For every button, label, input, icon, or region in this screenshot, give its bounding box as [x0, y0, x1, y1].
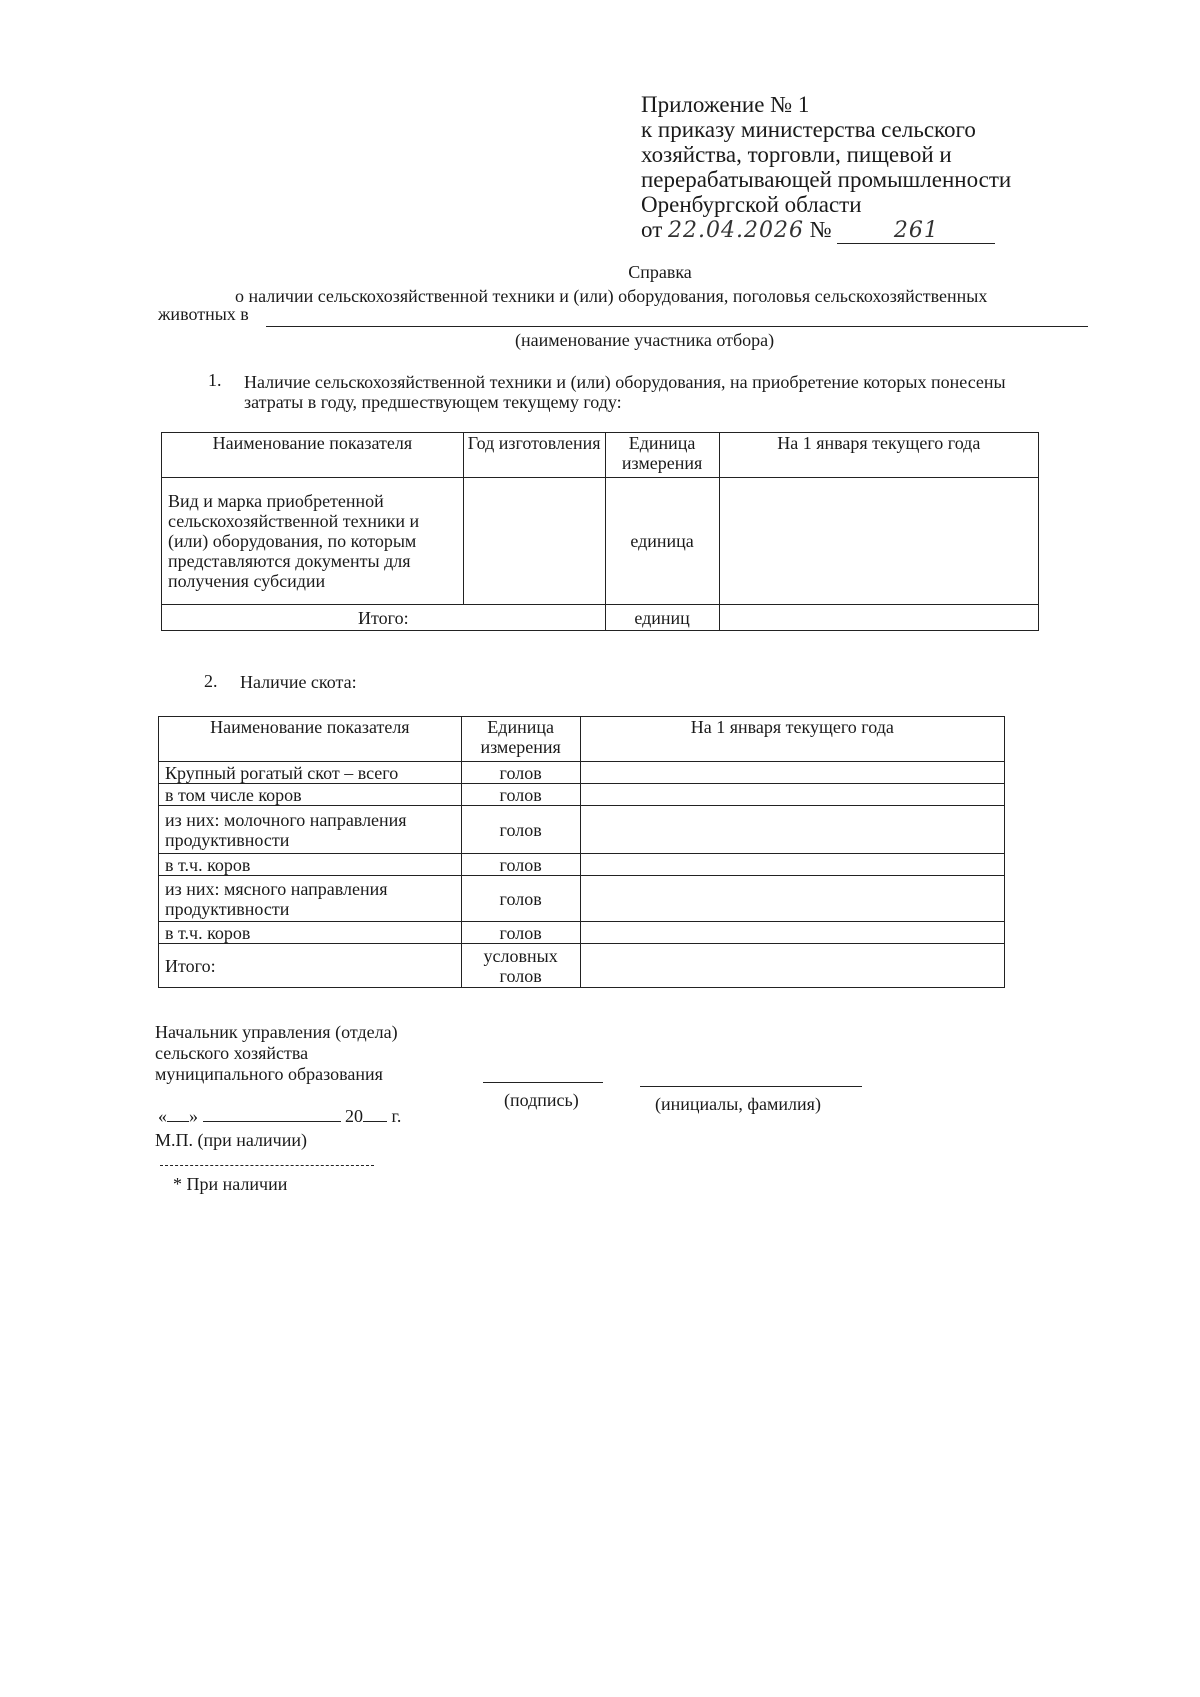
date-month-field[interactable] — [203, 1121, 341, 1122]
document-title: Справка — [628, 262, 692, 282]
col-header-unit: Единица измерения — [461, 717, 580, 762]
signature-field[interactable] — [483, 1082, 603, 1083]
col-header-unit: Единица измерения — [605, 433, 719, 478]
appendix-ministry-line: хозяйства, торговли, пищевой и — [641, 142, 952, 167]
livestock-total-value-cell[interactable] — [580, 944, 1004, 988]
year-suffix: г. — [391, 1106, 402, 1126]
livestock-row-unit: голов — [461, 762, 580, 784]
footnote: * При наличии — [173, 1174, 288, 1194]
table-row — [159, 784, 1005, 806]
livestock-row-name: Крупный рогатый скот – всего — [159, 762, 462, 784]
livestock-value-cell[interactable] — [580, 922, 1004, 944]
appendix-title: Приложение № 1 — [641, 92, 810, 117]
table-header-row — [159, 717, 1005, 762]
section1-number: 1. — [208, 370, 222, 390]
year-prefix: 20 — [345, 1106, 363, 1126]
date-close-quote: » — [189, 1106, 198, 1126]
table-row — [159, 922, 1005, 944]
col-header-jan1: На 1 января текущего года — [580, 717, 1004, 762]
order-number-field — [837, 217, 995, 244]
position-line-3: муниципального образования — [155, 1064, 383, 1084]
livestock-row-name: в том числе коров — [159, 784, 462, 806]
livestock-value-cell[interactable] — [580, 762, 1004, 784]
signature-caption: (подпись) — [504, 1090, 579, 1110]
machinery-unit: единица — [605, 478, 719, 605]
livestock-row-unit: голов — [461, 876, 580, 922]
date-day-field[interactable] — [167, 1121, 189, 1122]
from-prefix: от — [641, 217, 663, 242]
col-header-indicator: Наименование показателя — [159, 717, 462, 762]
title-line-2: животных в — [158, 304, 249, 324]
table-row — [159, 876, 1005, 922]
table-total-row — [159, 944, 1005, 988]
machinery-value-cell[interactable] — [719, 478, 1038, 605]
machinery-year-cell[interactable] — [463, 478, 605, 605]
table-row — [162, 478, 1039, 605]
footnote-divider — [160, 1165, 374, 1166]
participant-name-field[interactable] — [266, 326, 1088, 327]
appendix-region-line: Оренбургской области — [641, 192, 862, 217]
name-caption: (инициалы, фамилия) — [655, 1094, 821, 1114]
position-line-1: Начальник управления (отдела) — [155, 1022, 398, 1042]
livestock-row-unit: голов — [461, 784, 580, 806]
order-date-handwritten: 22.04.2026 — [668, 218, 804, 243]
participant-caption: (наименование участника отбора) — [515, 330, 775, 350]
livestock-total-unit: условных голов — [461, 944, 580, 988]
machinery-table — [161, 432, 1039, 631]
livestock-row-name: в т.ч. коров — [159, 854, 462, 876]
machinery-total-value-cell[interactable] — [719, 605, 1038, 631]
appendix-order-line: к приказу министерства сельского — [641, 117, 976, 142]
col-header-jan1: На 1 января текущего года — [719, 433, 1038, 478]
number-sign: № — [809, 217, 832, 242]
col-header-year: Год изготовления — [463, 433, 605, 478]
machinery-total-label: Итого: — [162, 605, 606, 631]
livestock-row-unit: голов — [461, 922, 580, 944]
date-open-quote: « — [158, 1106, 167, 1126]
livestock-total-label: Итого: — [159, 944, 462, 988]
date-year-field[interactable] — [363, 1121, 387, 1122]
machinery-row-name: Вид и марка приобретенной сельскохозяйственной техники и (или) оборудования, по которым представляются документы для получения субсидии — [162, 478, 464, 605]
livestock-value-cell[interactable] — [580, 784, 1004, 806]
signatory-position — [155, 1022, 398, 1085]
table-row — [159, 806, 1005, 854]
livestock-row-unit: голов — [461, 806, 580, 854]
table-total-row — [162, 605, 1039, 631]
livestock-row-name: в т.ч. коров — [159, 922, 462, 944]
livestock-row-name: из них: мясного направления продуктивности — [159, 876, 462, 922]
table-header-row — [162, 433, 1039, 478]
date-line — [158, 1106, 401, 1127]
appendix-industry-line: перерабатывающей промышленности — [641, 167, 1012, 192]
seal-note: М.П. (при наличии) — [155, 1130, 307, 1150]
appendix-date-line — [641, 217, 1011, 244]
order-number-handwritten: 261 — [893, 218, 939, 243]
livestock-row-name: из них: молочного направления продуктивности — [159, 806, 462, 854]
livestock-value-cell[interactable] — [580, 854, 1004, 876]
machinery-total-unit: единиц — [605, 605, 719, 631]
section2-text: Наличие скота: — [240, 672, 357, 692]
livestock-row-unit: голов — [461, 854, 580, 876]
name-field[interactable] — [640, 1086, 862, 1087]
section2-number: 2. — [204, 671, 218, 691]
livestock-table — [158, 716, 1005, 988]
livestock-value-cell[interactable] — [580, 806, 1004, 854]
livestock-value-cell[interactable] — [580, 876, 1004, 922]
section1-text-line2: затраты в году, предшествующем текущему году: — [244, 392, 622, 412]
table-row — [159, 854, 1005, 876]
title-line-1: о наличии сельскохозяйственной техники и (или) оборудования, поголовья сельскохозяйственных — [235, 286, 988, 306]
appendix-block — [641, 92, 1011, 244]
section1-text-line1: Наличие сельскохозяйственной техники и (или) оборудования, на приобретение которых понесены — [244, 372, 1006, 392]
col-header-indicator: Наименование показателя — [162, 433, 464, 478]
table-row — [159, 762, 1005, 784]
position-line-2: сельского хозяйства — [155, 1043, 309, 1063]
